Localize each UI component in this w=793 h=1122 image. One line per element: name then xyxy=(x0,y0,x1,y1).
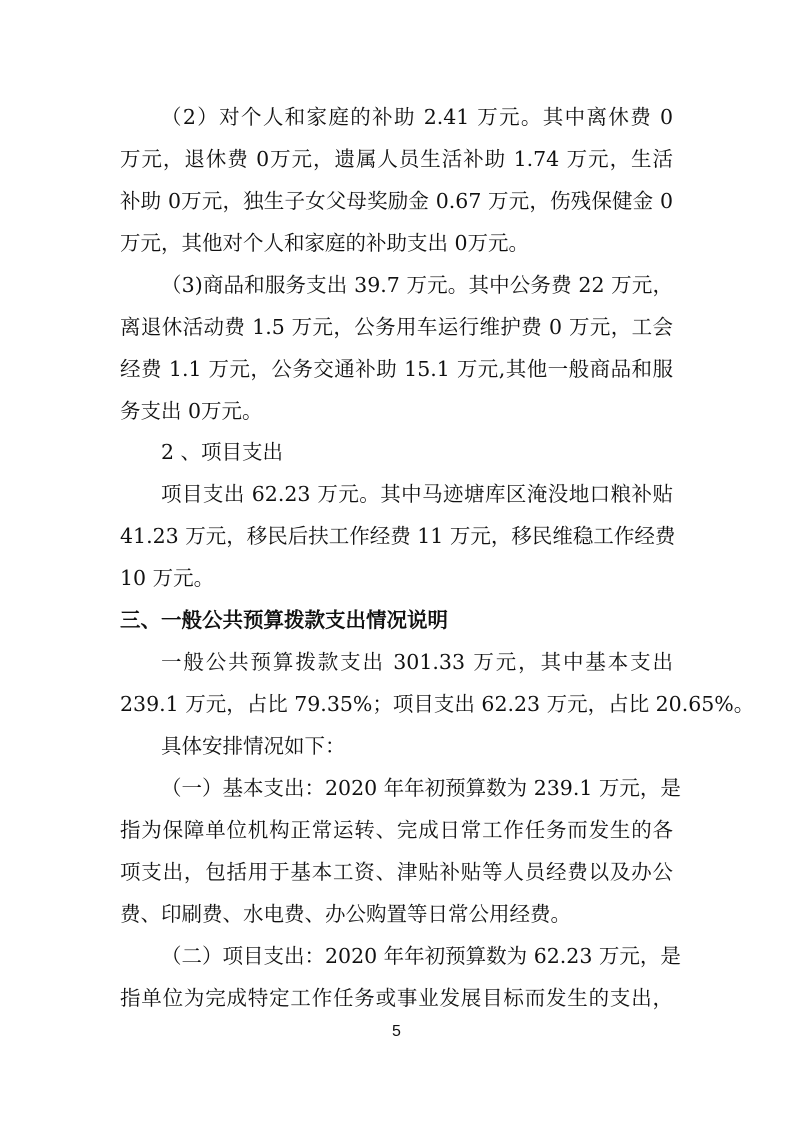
paragraph-line: 指为保障单位机构正常运转、完成日常工作任务而发生的各 xyxy=(120,818,673,842)
paragraph-line: （二）项目支出：2020 年年初预算数为 62.23 万元，是 xyxy=(161,944,681,968)
paragraph-line: 41.23 万元，移民后扶工作经费 11 万元，移民维稳工作经费 xyxy=(120,524,676,548)
section-subheading: 2 、项目支出 xyxy=(161,440,284,464)
paragraph-line: 离退休活动费 1.5 万元，公务用车运行维护费 0 万元，工会 xyxy=(120,315,673,339)
page-number: 5 xyxy=(392,1023,401,1040)
paragraph-line: 10 万元。 xyxy=(120,566,215,590)
paragraph-line: 万元，其他对个人和家庭的补助支出 0万元。 xyxy=(120,231,530,255)
section-heading: 三、一般公共预算拨款支出情况说明 xyxy=(120,608,448,632)
paragraph-line: 项目支出 62.23 万元。其中马迹塘库区淹没地口粮补贴 xyxy=(161,482,673,506)
paragraph-line: 一般公共预算拨款支出 301.33 万元，其中基本支出 xyxy=(161,650,673,674)
paragraph-line: 指单位为完成特定工作任务或事业发展目标而发生的支出， xyxy=(120,986,673,1010)
paragraph-line: （一）基本支出：2020 年年初预算数为 239.1 万元，是 xyxy=(161,776,681,800)
paragraph-line: 费、印刷费、水电费、办公购置等日常公用经费。 xyxy=(120,902,571,926)
paragraph-line: （3)商品和服务支出 39.7 万元。其中公务费 22 万元， xyxy=(161,273,673,297)
paragraph-line: 务支出 0万元。 xyxy=(120,399,263,423)
paragraph-line: 万元，退休费 0万元，遗属人员生活补助 1.74 万元，生活 xyxy=(120,147,673,171)
paragraph-line: （2）对个人和家庭的补助 2.41 万元。其中离休费 0 xyxy=(161,105,673,129)
paragraph-line: 补助 0万元，独生子女父母奖励金 0.67 万元，伤残保健金 0 xyxy=(120,189,673,213)
paragraph-line: 项支出，包括用于基本工资、津贴补贴等人员经费以及办公 xyxy=(120,860,673,884)
paragraph-line: 经费 1.1 万元，公务交通补助 15.1 万元,其他一般商品和服 xyxy=(120,357,673,381)
paragraph-line: 具体安排情况如下： xyxy=(161,734,346,758)
paragraph-line: 239.1 万元，占比 79.35%；项目支出 62.23 万元，占比 20.65%。 xyxy=(120,692,755,716)
